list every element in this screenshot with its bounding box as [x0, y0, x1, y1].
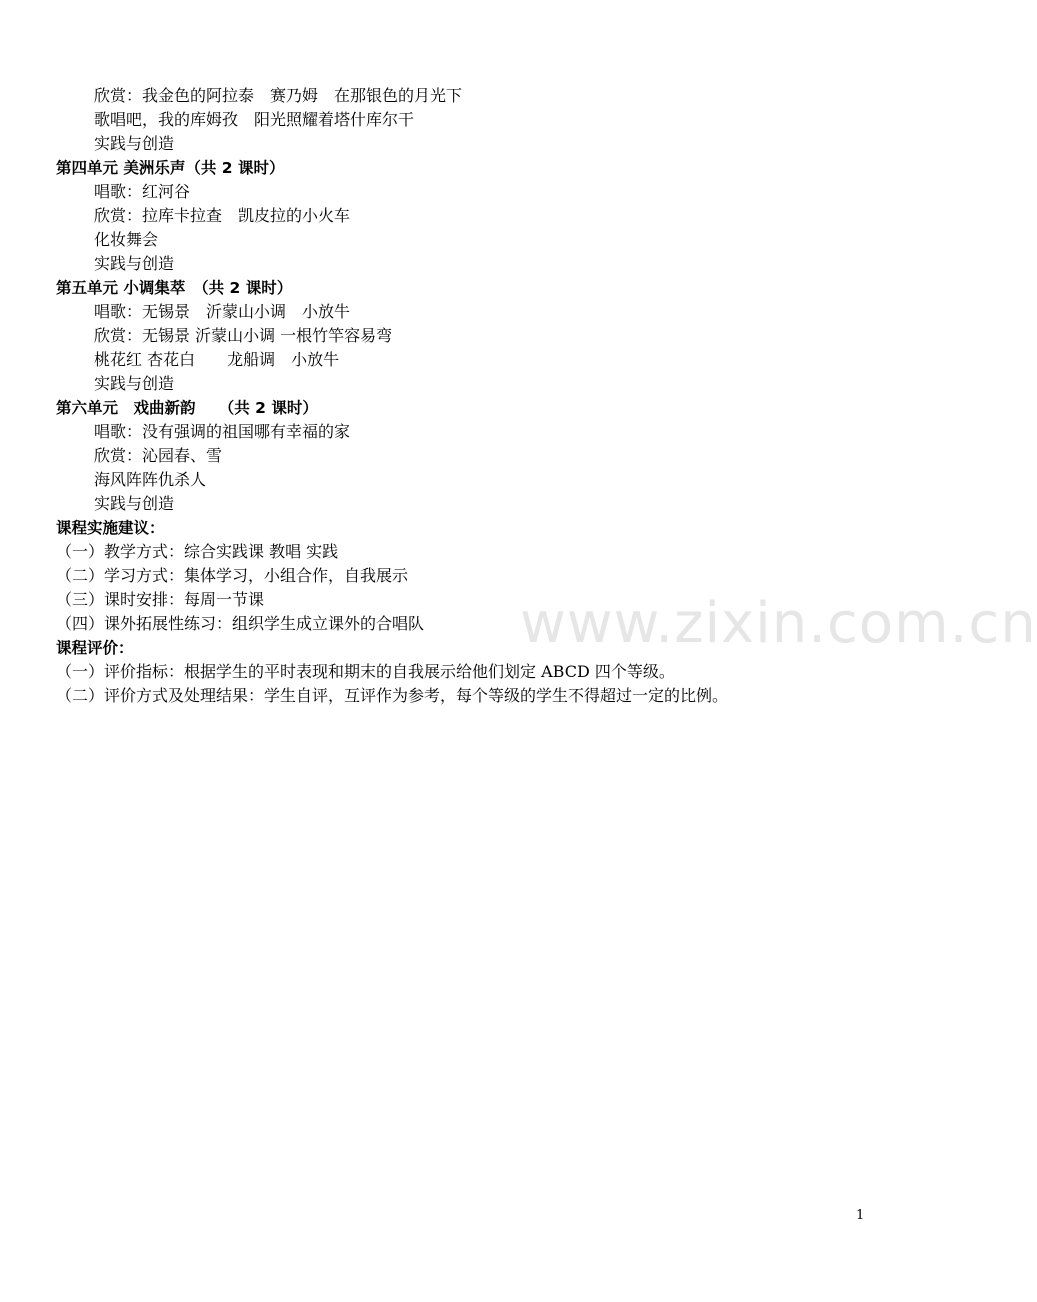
text-line-unit6-practice: 实践与创造 — [94, 494, 175, 513]
implementation-heading: 课程实施建议： — [56, 519, 165, 537]
page-number: 1 — [856, 1208, 865, 1223]
watermark: www.zixin.com.cn — [520, 591, 1037, 656]
evaluation-heading: 课程评价： — [56, 639, 134, 657]
unit-6-heading: 第六单元 戏曲新韵 （共 2 课时） — [56, 399, 318, 417]
unit-4-heading: 第四单元 美洲乐声（共 2 课时） — [56, 159, 285, 177]
text-line-unit5-songs: 桃花红 杏花白 龙船调 小放牛 — [94, 350, 340, 369]
text-line-unit6-appreciation: 欣赏：沁园春、雪 — [94, 446, 223, 465]
text-line-unit5-practice: 实践与创造 — [94, 374, 175, 393]
implementation-item-3: （三）课时安排：每周一节课 — [56, 590, 265, 609]
unit-5-heading: 第五单元 小调集萃 （共 2 课时） — [56, 279, 293, 297]
text-line-practice-1: 实践与创造 — [94, 134, 175, 153]
implementation-item-1: （一）教学方式：综合实践课 教唱 实践 — [56, 542, 339, 561]
text-line-unit4-appreciation: 欣赏：拉库卡拉查 凯皮拉的小火车 — [94, 206, 351, 225]
text-line-unit4-masquerade: 化妆舞会 — [94, 230, 159, 249]
text-line-unit5-appreciation: 欣赏：无锡景 沂蒙山小调 一根竹竿容易弯 — [94, 326, 393, 345]
text-line-singing-1: 歌唱吧，我的库姆孜 阳光照耀着塔什库尔干 — [94, 110, 415, 129]
text-line-unit6-opera: 海风阵阵仇杀人 — [94, 470, 207, 489]
evaluation-item-1: （一）评价指标：根据学生的平时表现和期末的自我展示给他们划定 ABCD 四个等级。 — [56, 662, 675, 681]
evaluation-item-2: （二）评价方式及处理结果：学生自评，互评作为参考，每个等级的学生不得超过一定的比例。 — [56, 686, 729, 705]
text-line-unit5-singing: 唱歌：无锡景 沂蒙山小调 小放牛 — [94, 302, 351, 321]
implementation-item-2: （二）学习方式：集体学习，小组合作，自我展示 — [56, 566, 409, 585]
document-body — [56, 84, 876, 708]
implementation-item-4: （四）课外拓展性练习：组织学生成立课外的合唱队 — [56, 614, 425, 633]
text-line-unit4-singing: 唱歌：红河谷 — [94, 182, 191, 201]
text-line-unit4-practice: 实践与创造 — [94, 254, 175, 273]
text-line-appreciation-1: 欣赏：我金色的阿拉泰 赛乃姆 在那银色的月光下 — [94, 86, 463, 105]
text-line-unit6-singing: 唱歌：没有强调的祖国哪有幸福的家 — [94, 422, 351, 441]
